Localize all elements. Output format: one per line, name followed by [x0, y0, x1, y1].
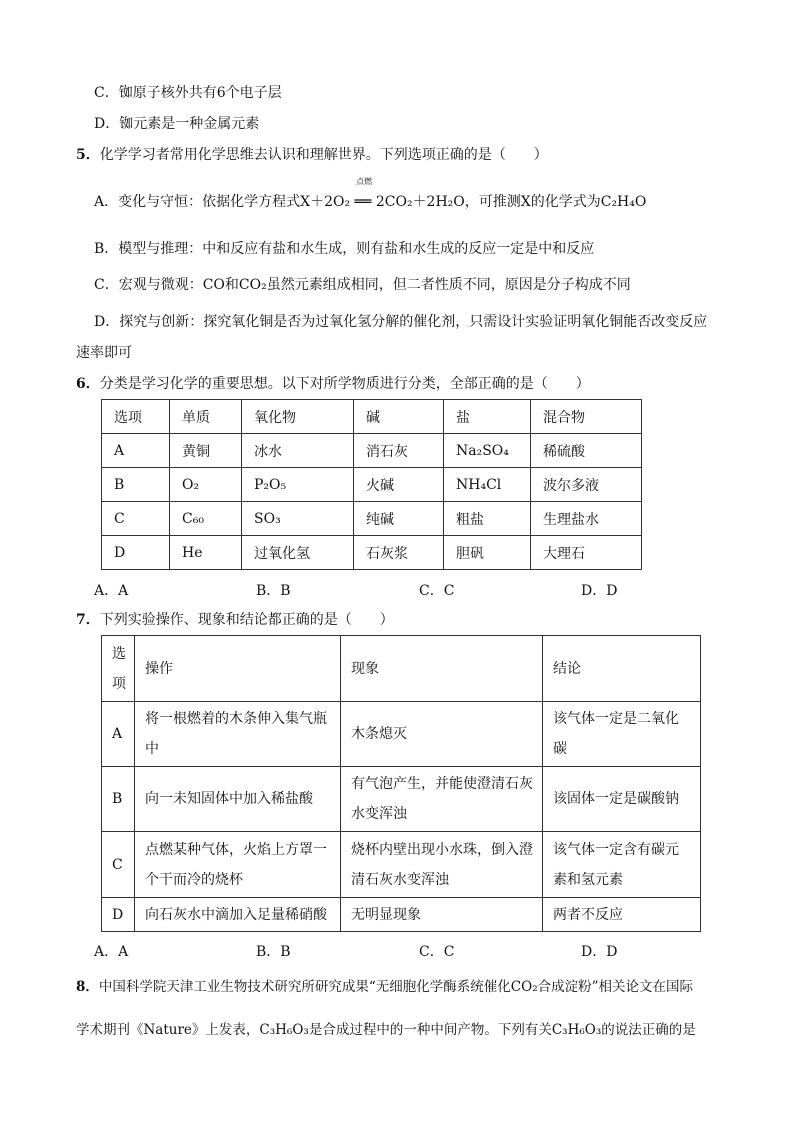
table-cell: [543, 832, 701, 898]
cell-text: 该固体一定是碳酸钠: [553, 791, 679, 807]
cell-text: 无明显现象: [351, 906, 421, 923]
answer-option-c[interactable]: C．C: [419, 583, 455, 599]
classification-table: [101, 399, 642, 570]
header-cell: 结论: [543, 636, 701, 702]
table-cell: D: [102, 536, 170, 570]
cell-text: 将一根燃着的木条伸入集气瓶 中: [145, 711, 327, 757]
cell-text: 两者不反应: [553, 906, 623, 923]
answer-option-b[interactable]: B．B: [256, 583, 291, 599]
answer-option-c[interactable]: C．C: [419, 944, 455, 960]
answer-option-a[interactable]: A．A: [94, 944, 129, 960]
table-cell: 消石灰: [354, 434, 444, 468]
header-cell: 单质: [170, 400, 242, 434]
question-number: 5．: [76, 147, 100, 163]
question-7-stem: [76, 609, 394, 629]
answer-option-b[interactable]: B．B: [256, 944, 291, 960]
header-cell: 碱: [354, 400, 444, 434]
table-cell: [341, 767, 543, 832]
table-cell: 冰水: [242, 434, 354, 468]
table-cell: [135, 767, 341, 832]
experiment-table: [101, 635, 701, 932]
table-cell: 波尔多液: [531, 468, 642, 502]
q5-option-d-line2: 速率即可: [76, 345, 132, 361]
table-cell: B: [102, 767, 135, 832]
q5-option-a: [94, 177, 647, 211]
cell-text: 向石灰水中滴加入足量稀硝酸: [145, 906, 327, 923]
q5-option-d-line1: D．探究与创新：探究氧化铜是否为过氧化氢分解的催化剂，只需设计实验证明氧化铜能否改变反应: [94, 314, 708, 330]
header-cell: 现象: [341, 636, 543, 702]
table-cell: 黄铜: [170, 434, 242, 468]
question-6-stem: [76, 373, 590, 393]
table-cell: 生理盐水: [531, 502, 642, 536]
table-cell: Na₂SO₄: [444, 434, 531, 468]
header-cell: [102, 636, 135, 702]
table-row: [102, 502, 642, 536]
table-cell: O₂: [170, 468, 242, 502]
table-cell: [341, 702, 543, 767]
table-cell: [341, 832, 543, 898]
table-row: [102, 898, 701, 932]
header-cell: 混合物: [531, 400, 642, 434]
cell-text: 有气泡产生，并能使澄清石灰 水变浑浊: [351, 776, 533, 822]
table-cell: [543, 702, 701, 767]
table-cell: 火碱: [354, 468, 444, 502]
cell-text: 木条熄灭: [351, 726, 407, 742]
option-text-suffix: ，可推测X的化学式为C₂H₄O: [464, 194, 647, 210]
table-row: [102, 767, 701, 832]
table-cell: 大理石: [531, 536, 642, 570]
table-cell: 稀硫酸: [531, 434, 642, 468]
question-text: 中国科学院天津工业生物技术研究所研究成果“无细胞化学酶系统催化CO₂合成淀粉”相关论文在国际: [98, 979, 694, 995]
q5-option-b: B．模型与推理：中和反应有盐和水生成，则有盐和水生成的反应一定是中和反应: [94, 241, 595, 257]
table-cell: [543, 767, 701, 832]
prev-option-d: D．铷元素是一种金属元素: [94, 116, 260, 132]
table-cell: D: [102, 898, 135, 932]
table-cell: C₆₀: [170, 502, 242, 536]
table-row: [102, 536, 642, 570]
question-number: 8．: [76, 979, 99, 995]
table-row: [102, 468, 642, 502]
question-text: 分类是学习化学的重要思想。以下对所学物质进行分类，全部正确的是（ ）: [99, 376, 590, 392]
table-row: [102, 434, 642, 468]
answer-option-d[interactable]: D．D: [581, 944, 618, 960]
table-cell: [135, 702, 341, 767]
table-cell: [135, 898, 341, 932]
equation-text: X＋2O₂ ══ 2CO₂＋2H₂O: [300, 194, 465, 210]
question-5-stem: [76, 144, 548, 164]
header-cell: 盐: [444, 400, 531, 434]
q5-option-c: C．宏观与微观：CO和CO₂虽然元素组成相同，但二者性质不同，原因是分子构成不同: [94, 277, 631, 293]
reaction-condition: 点燃: [356, 177, 373, 186]
header-cell: 氧化物: [242, 400, 354, 434]
question-text: 下列实验操作、现象和结论都正确的是（ ）: [99, 612, 394, 628]
option-text: A．变化与守恒：依据化学方程式: [94, 194, 301, 210]
table-row: [102, 832, 701, 898]
cell-text: 点燃某种气体，火焰上方罩一 个干而冷的烧杯: [145, 841, 327, 888]
table-cell: 胆矾: [444, 536, 531, 570]
table-cell: SO₃: [242, 502, 354, 536]
cell-text: 向一未知固体中加入稀盐酸: [145, 791, 313, 807]
header-text: 选 项: [112, 645, 126, 692]
cell-text: 烧杯内壁出现小水珠，倒入澄 清石灰水变浑浊: [351, 841, 533, 888]
table-header-row: [102, 400, 642, 434]
table-row: [102, 702, 701, 767]
table-cell: A: [102, 702, 135, 767]
table-cell: B: [102, 468, 170, 502]
table-cell: C: [102, 502, 170, 536]
table-cell: [543, 898, 701, 932]
question-number: 7．: [76, 612, 100, 628]
table-cell: A: [102, 434, 170, 468]
table-cell: He: [170, 536, 242, 570]
chemical-equation: [300, 177, 465, 210]
question-number: 6．: [76, 376, 100, 392]
question-text: 化学学习者常用化学思维去认识和理解世界。下列选项正确的是（ ）: [99, 147, 548, 163]
table-cell: 石灰浆: [354, 536, 444, 570]
prev-option-c: C．铷原子核外共有6个电子层: [94, 85, 282, 101]
table-cell: 纯碱: [354, 502, 444, 536]
table-cell: P₂O₅: [242, 468, 354, 502]
table-cell: [341, 898, 543, 932]
header-cell: 操作: [135, 636, 341, 702]
table-cell: [135, 832, 341, 898]
table-cell: 粗盐: [444, 502, 531, 536]
table-cell: NH₄Cl: [444, 468, 531, 502]
header-cell: 选项: [102, 400, 170, 434]
table-header-row: [102, 636, 701, 702]
answer-option-a[interactable]: A．A: [94, 583, 129, 599]
cell-text: 该气体一定是二氧化 碳: [553, 711, 679, 757]
table-cell: C: [102, 832, 135, 898]
question-8-line1: [76, 975, 693, 995]
table-cell: 过氧化氢: [242, 536, 354, 570]
question-8-line2: 学术期刊《Nature》上发表，C₃H₆O₃是合成过程中的一种中间产物。下列有关C₃H₆O₃的说法正确的是: [76, 1022, 696, 1038]
cell-text: 该气体一定含有碳元 素和氢元素: [553, 841, 679, 888]
answer-option-d[interactable]: D．D: [581, 583, 618, 599]
